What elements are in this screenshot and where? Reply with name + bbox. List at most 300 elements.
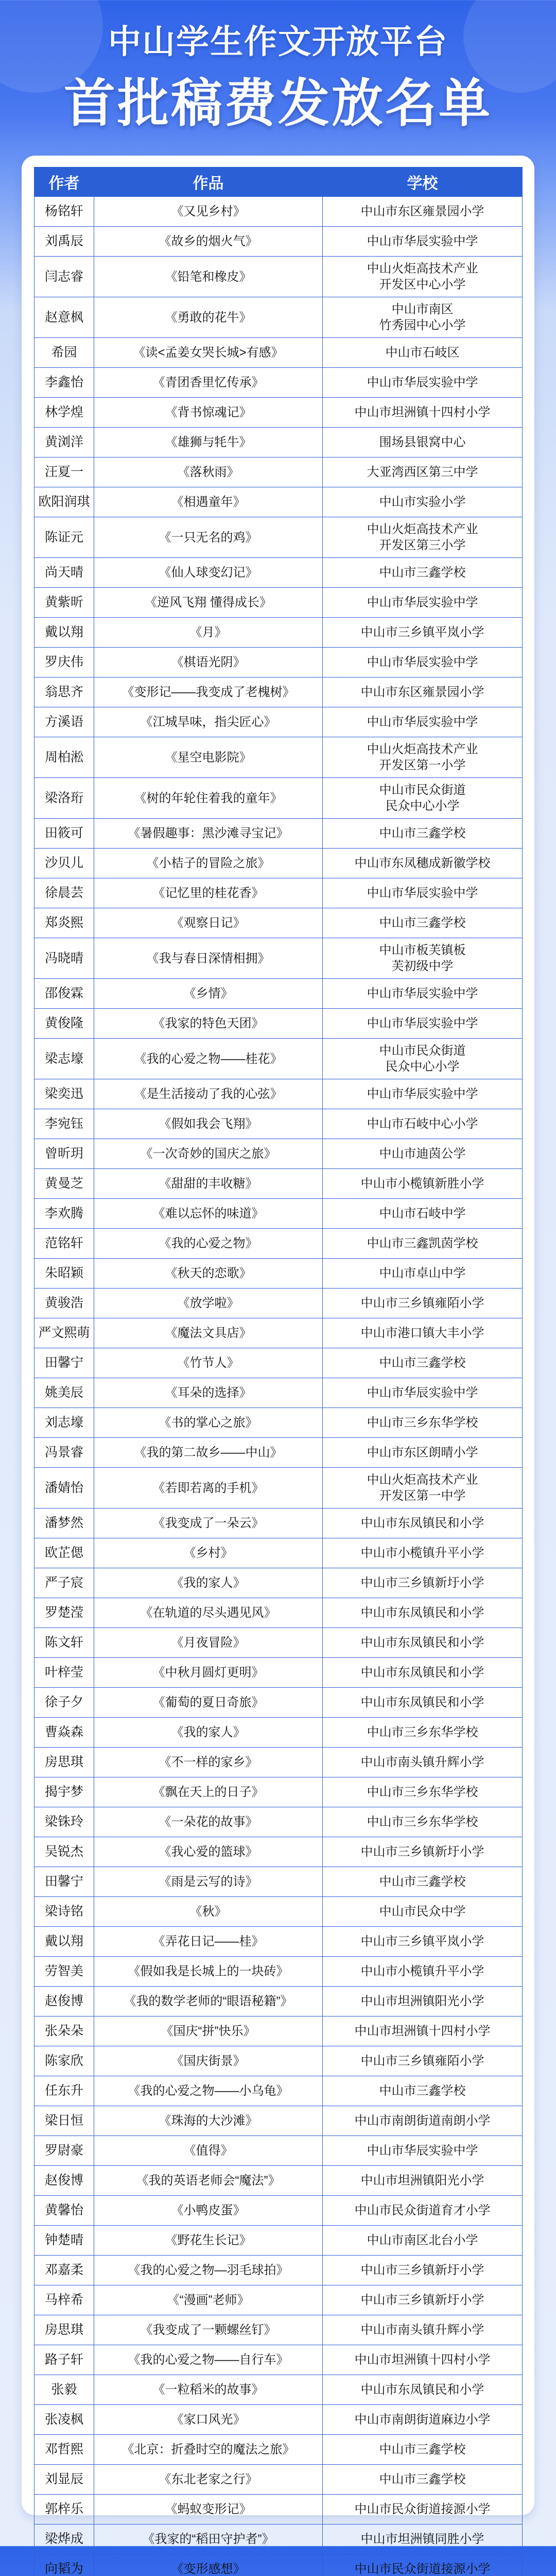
table-row: [34, 1867, 523, 1897]
school-cell: 中山市南朗街道麻边小学: [323, 2405, 523, 2435]
school-cell: 中山市民众街道接源小学: [323, 2495, 523, 2524]
author-cell: 刘显辰: [34, 2465, 94, 2495]
table-row: [34, 2465, 523, 2495]
author-cell: 房思琪: [34, 1748, 94, 1777]
table-row: [34, 878, 523, 908]
work-cell: 《我的第二故乡——中山》: [94, 1438, 323, 1468]
table-row: [34, 1009, 523, 1039]
table-row: [34, 707, 523, 737]
school-cell: 中山市三乡镇新圩小学: [323, 2256, 523, 2285]
table-row: [34, 1837, 523, 1867]
author-cell: 赵意枫: [34, 297, 94, 338]
author-cell: 黄俊隆: [34, 1009, 94, 1039]
work-cell: 《我的家人》: [94, 1718, 323, 1748]
school-cell: 中山市石岐中学: [323, 1199, 523, 1229]
author-cell: 路子轩: [34, 2345, 94, 2375]
school-cell: 中山市东区雍景园小学: [323, 197, 523, 227]
table-row: [34, 368, 523, 398]
table-row: [34, 2256, 523, 2285]
author-cell: 李宛钰: [34, 1109, 94, 1139]
column-header-school: 学校: [323, 167, 523, 197]
author-cell: 张毅: [34, 2375, 94, 2405]
school-cell: 中山市三乡东华学校: [323, 1408, 523, 1438]
table-row: [34, 819, 523, 849]
school-cell: 中山市三鑫学校: [323, 1867, 523, 1897]
school-cell: 中山市三乡镇新圩小学: [323, 2285, 523, 2315]
school-cell: 中山市三乡镇平岚小学: [323, 618, 523, 648]
school-cell: 中山市华辰实验中学: [323, 1079, 523, 1109]
work-cell: 《乡村》: [94, 1538, 323, 1568]
table-row: [34, 398, 523, 428]
school-cell: 中山市坦洲镇阳光小学: [323, 2166, 523, 2196]
school-cell: 中山市民众街道 民众中心小学: [323, 778, 523, 819]
author-cell: 黄曼芝: [34, 1169, 94, 1199]
author-cell: 钟楚晴: [34, 2226, 94, 2256]
author-cell: 郭梓乐: [34, 2495, 94, 2524]
school-cell: 中山市小榄镇升平小学: [323, 1957, 523, 1987]
school-cell: 中山市民众街道接源小学: [323, 2554, 523, 2576]
work-cell: 《我的家人》: [94, 1568, 323, 1598]
author-cell: 田馨宁: [34, 1348, 94, 1378]
work-cell: 《我变成了一朵云》: [94, 1509, 323, 1538]
school-cell: 中山市东凤穗成新徽学校: [323, 849, 523, 878]
work-cell: 《“漫画”老师》: [94, 2285, 323, 2315]
table-row: [34, 1987, 523, 2016]
author-cell: 汪夏一: [34, 457, 94, 487]
table-row: [34, 1777, 523, 1807]
work-cell: 《不一样的家乡》: [94, 1748, 323, 1777]
author-cell: 闫志睿: [34, 257, 94, 297]
table-row: [34, 457, 523, 487]
table-row: [34, 517, 523, 558]
work-cell: 《在轨道的尽头遇见风》: [94, 1598, 323, 1628]
table-row: [34, 487, 523, 517]
table-row: [34, 1378, 523, 1408]
author-cell: 严文熙萌: [34, 1318, 94, 1348]
author-cell: 罗楚滢: [34, 1598, 94, 1628]
work-cell: 《魔法文具店》: [94, 1318, 323, 1348]
author-cell: 邓哲熙: [34, 2435, 94, 2465]
work-cell: 《铅笔和橡皮》: [94, 257, 323, 297]
table-row: [34, 558, 523, 588]
school-cell: 中山市南区 竹秀园中心小学: [323, 297, 523, 338]
work-cell: 《假如我会飞翔》: [94, 1109, 323, 1139]
work-cell: 《蚂蚁变形记》: [94, 2495, 323, 2524]
author-cell: 李欢腾: [34, 1199, 94, 1229]
author-cell: 潘婧怡: [34, 1468, 94, 1509]
table-row: [34, 1199, 523, 1229]
author-cell: 尚天晴: [34, 558, 94, 588]
table-row: [34, 1438, 523, 1468]
school-cell: 中山市卓山中学: [323, 1259, 523, 1289]
school-cell: 中山市三乡镇雍陌小学: [323, 2046, 523, 2076]
author-cell: 周柏淞: [34, 737, 94, 778]
school-cell: 中山市三乡东华学校: [323, 1807, 523, 1837]
work-cell: 《竹节人》: [94, 1348, 323, 1378]
school-cell: 中山市东凤镇民和小学: [323, 1598, 523, 1628]
school-cell: 中山火炬高技术产业 开发区中心小学: [323, 257, 523, 297]
table-row: [34, 1807, 523, 1837]
table-row: [34, 297, 523, 338]
table-row: [34, 1348, 523, 1378]
author-cell: 李鑫怡: [34, 368, 94, 398]
table-row: [34, 2166, 523, 2196]
work-cell: 《逆风飞翔 懂得成长》: [94, 588, 323, 618]
table-row: [34, 1259, 523, 1289]
school-cell: 中山市东凤镇民和小学: [323, 1658, 523, 1688]
table-row: [34, 1748, 523, 1777]
school-cell: 中山火炬高技术产业 开发区第三小学: [323, 517, 523, 558]
work-cell: 《书的掌心之旅》: [94, 1408, 323, 1438]
work-cell: 《小鸭皮蛋》: [94, 2196, 323, 2226]
work-cell: 《我变成了一颗螺丝钉》: [94, 2315, 323, 2345]
school-cell: 中山市华辰实验中学: [323, 648, 523, 677]
table-row: [34, 1957, 523, 1987]
author-cell: 黄馨怡: [34, 2196, 94, 2226]
author-cell: 杨铭轩: [34, 197, 94, 227]
school-cell: 中山市南朗街道南朗小学: [323, 2106, 523, 2136]
table-row: [34, 2524, 523, 2554]
work-cell: 《我的英语老师会“魔法”》: [94, 2166, 323, 2196]
table-row: [34, 1688, 523, 1718]
author-cell: 冯景睿: [34, 1438, 94, 1468]
table-row: [34, 2285, 523, 2315]
author-cell: 罗尉豪: [34, 2136, 94, 2166]
author-cell: 戴以翔: [34, 1927, 94, 1957]
work-cell: 《飘在天上的日子》: [94, 1777, 323, 1807]
table-row: [34, 1718, 523, 1748]
author-cell: 梁日恒: [34, 2106, 94, 2136]
author-cell: 赵俊博: [34, 1987, 94, 2016]
table-row: [34, 2554, 523, 2576]
table-row: [34, 1658, 523, 1688]
school-cell: 中山市三鑫学校: [323, 2465, 523, 2495]
work-cell: 《仙人球变幻记》: [94, 558, 323, 588]
table-row: [34, 2435, 523, 2465]
work-cell: 《弄花日记——桂》: [94, 1927, 323, 1957]
author-cell: 黄骏浩: [34, 1289, 94, 1318]
work-cell: 《国庆街景》: [94, 2046, 323, 2076]
author-cell: 希园: [34, 338, 94, 368]
table-row: [34, 2405, 523, 2435]
author-cell: 马梓希: [34, 2285, 94, 2315]
work-cell: 《相遇童年》: [94, 487, 323, 517]
table-row: [34, 428, 523, 457]
school-cell: 围场县银窝中心: [323, 428, 523, 457]
table-row: [34, 677, 523, 707]
author-cell: 陈文轩: [34, 1628, 94, 1658]
table-row: [34, 2196, 523, 2226]
author-cell: 田筱可: [34, 819, 94, 849]
work-cell: 《家口风光》: [94, 2405, 323, 2435]
work-cell: 《我家的“稻田守护者”》: [94, 2524, 323, 2554]
school-cell: 中山市东凤镇民和小学: [323, 1509, 523, 1538]
work-cell: 《又见乡村》: [94, 197, 323, 227]
author-cell: 赵俊博: [34, 2166, 94, 2196]
school-cell: 中山市三鑫学校: [323, 558, 523, 588]
author-cell: 沙贝儿: [34, 849, 94, 878]
school-cell: 中山市华辰实验中学: [323, 979, 523, 1009]
author-cell: 方溪语: [34, 707, 94, 737]
page-header: [0, 0, 556, 155]
school-cell: 中山市东凤镇民和小学: [323, 1628, 523, 1658]
school-cell: 中山市华辰实验中学: [323, 368, 523, 398]
table-row: [34, 257, 523, 297]
column-header-work: 作品: [94, 167, 323, 197]
table-row: [34, 1039, 523, 1079]
work-cell: 《我的心爱之物—羽毛球拍》: [94, 2256, 323, 2285]
author-cell: 曾昕玥: [34, 1139, 94, 1169]
work-cell: 《珠海的大沙滩》: [94, 2106, 323, 2136]
work-cell: 《树的年轮住着我的童年》: [94, 778, 323, 819]
author-cell: 黄紫昕: [34, 588, 94, 618]
work-cell: 《我的心爱之物——自行车》: [94, 2345, 323, 2375]
work-cell: 《勇敢的花牛》: [94, 297, 323, 338]
table-row: [34, 1229, 523, 1259]
work-cell: 《我的心爱之物——小乌龟》: [94, 2076, 323, 2106]
table-row: [34, 2375, 523, 2405]
work-cell: 《我的心爱之物》: [94, 1229, 323, 1259]
work-cell: 《一只无名的鸡》: [94, 517, 323, 558]
work-cell: 《雨是云写的诗》: [94, 1867, 323, 1897]
school-cell: 中山市坦洲镇同胜小学: [323, 2524, 523, 2554]
table-row: [34, 2345, 523, 2375]
table-row: [34, 1598, 523, 1628]
school-cell: 中山市小榄镇升平小学: [323, 1538, 523, 1568]
work-cell: 《难以忘怀的味道》: [94, 1199, 323, 1229]
work-cell: 《棋语光阴》: [94, 648, 323, 677]
school-cell: 中山市三鑫学校: [323, 908, 523, 938]
work-cell: 《月夜冒险》: [94, 1628, 323, 1658]
work-cell: 《变形记——我变成了老槐树》: [94, 677, 323, 707]
table-row: [34, 2315, 523, 2345]
table-row: [34, 648, 523, 677]
table-row: [34, 849, 523, 878]
work-cell: 《变形感想》: [94, 2554, 323, 2576]
table-row: [34, 1289, 523, 1318]
table-row: [34, 2106, 523, 2136]
work-cell: 《中秋月圆灯更明》: [94, 1658, 323, 1688]
school-cell: 中山市三乡镇平岚小学: [323, 1927, 523, 1957]
school-cell: 中山市南头镇升辉小学: [323, 2315, 523, 2345]
table-row: [34, 338, 523, 368]
author-cell: 姚美辰: [34, 1378, 94, 1408]
school-cell: 中山市东区朗晴小学: [323, 1438, 523, 1468]
school-cell: 中山市华辰实验中学: [323, 227, 523, 257]
work-cell: 《暑假趣事：黑沙滩寻宝记》: [94, 819, 323, 849]
school-cell: 中山市华辰实验中学: [323, 2136, 523, 2166]
table-row: [34, 1079, 523, 1109]
work-cell: 《读<孟姜女哭长城>有感》: [94, 338, 323, 368]
school-cell: 中山市实验小学: [323, 487, 523, 517]
school-cell: 中山市南头镇升辉小学: [323, 1748, 523, 1777]
work-cell: 《甜甜的丰收糖》: [94, 1169, 323, 1199]
work-cell: 《秋》: [94, 1897, 323, 1927]
author-cell: 梁奕迅: [34, 1079, 94, 1109]
school-cell: 中山市东凤镇民和小学: [323, 2375, 523, 2405]
work-cell: 《我的心爱之物——桂花》: [94, 1039, 323, 1079]
work-cell: 《一粒稻米的故事》: [94, 2375, 323, 2405]
work-cell: 《乡情》: [94, 979, 323, 1009]
work-cell: 《值得》: [94, 2136, 323, 2166]
author-cell: 任东升: [34, 2076, 94, 2106]
table-row: [34, 1538, 523, 1568]
table-row: [34, 979, 523, 1009]
work-cell: 《背书惊魂记》: [94, 398, 323, 428]
school-cell: 中山市民众中学: [323, 1897, 523, 1927]
work-cell: 《是生活接动了我的心弦》: [94, 1079, 323, 1109]
payment-table: [34, 167, 523, 2576]
school-cell: 中山市三乡东华学校: [323, 1777, 523, 1807]
school-cell: 中山市华辰实验中学: [323, 707, 523, 737]
school-cell: 中山市华辰实验中学: [323, 1009, 523, 1039]
work-cell: 《东北老家之行》: [94, 2465, 323, 2495]
table-row: [34, 1139, 523, 1169]
author-cell: 戴以翔: [34, 618, 94, 648]
table-row: [34, 1568, 523, 1598]
work-cell: 《国庆“拼”快乐》: [94, 2016, 323, 2046]
school-cell: 中山市三乡东华学校: [323, 1718, 523, 1748]
school-cell: 中山市华辰实验中学: [323, 878, 523, 908]
author-cell: 梁洛珩: [34, 778, 94, 819]
work-cell: 《观察日记》: [94, 908, 323, 938]
table-row: [34, 2226, 523, 2256]
school-cell: 中山火炬高技术产业 开发区第一中学: [323, 1468, 523, 1509]
table-row: [34, 618, 523, 648]
author-cell: 朱昭颖: [34, 1259, 94, 1289]
school-cell: 中山市小榄镇新胜小学: [323, 1169, 523, 1199]
school-cell: 中山市坦洲镇十四村小学: [323, 2016, 523, 2046]
school-cell: 中山市华辰实验中学: [323, 1378, 523, 1408]
school-cell: 中山市民众街道育才小学: [323, 2196, 523, 2226]
author-cell: 林学煌: [34, 398, 94, 428]
table-header-row: [34, 167, 523, 197]
table-row: [34, 778, 523, 819]
school-cell: 中山市华辰实验中学: [323, 588, 523, 618]
table-row: [34, 1468, 523, 1509]
school-cell: 中山市三乡镇雍陌小学: [323, 1289, 523, 1318]
school-cell: 中山市坦洲镇十四村小学: [323, 398, 523, 428]
work-cell: 《落秋雨》: [94, 457, 323, 487]
school-cell: 中山市三乡镇新圩小学: [323, 1568, 523, 1598]
table-row: [34, 1897, 523, 1927]
table-row: [34, 2016, 523, 2046]
author-cell: 欧阳润琪: [34, 487, 94, 517]
author-cell: 郑炎熙: [34, 908, 94, 938]
table-row: [34, 908, 523, 938]
school-cell: 中山市三鑫学校: [323, 2076, 523, 2106]
work-cell: 《一朵花的故事》: [94, 1807, 323, 1837]
work-cell: 《耳朵的选择》: [94, 1378, 323, 1408]
author-cell: 徐子夕: [34, 1688, 94, 1718]
author-cell: 张凌枫: [34, 2405, 94, 2435]
author-cell: 向韬为: [34, 2554, 94, 2576]
author-cell: 翁思齐: [34, 677, 94, 707]
author-cell: 叶梓莹: [34, 1658, 94, 1688]
table-row: [34, 1927, 523, 1957]
table-row: [34, 227, 523, 257]
author-cell: 揭宇梦: [34, 1777, 94, 1807]
table-row: [34, 2076, 523, 2106]
author-cell: 梁志壕: [34, 1039, 94, 1079]
work-cell: 《若即若离的手机》: [94, 1468, 323, 1509]
author-cell: 潘梦然: [34, 1509, 94, 1538]
author-cell: 黄浏洋: [34, 428, 94, 457]
page-title: 中山学生作文开放平台: [0, 15, 556, 63]
school-cell: 中山市南区北台小学: [323, 2226, 523, 2256]
author-cell: 陈证元: [34, 517, 94, 558]
work-cell: 《小桔子的冒险之旅》: [94, 849, 323, 878]
author-cell: 张朵朵: [34, 2016, 94, 2046]
table-row: [34, 2136, 523, 2166]
author-cell: 梁铢玲: [34, 1807, 94, 1837]
work-cell: 《野花生长记》: [94, 2226, 323, 2256]
work-cell: 《我家的特色天团》: [94, 1009, 323, 1039]
author-cell: 田馨宁: [34, 1867, 94, 1897]
table-row: [34, 938, 523, 979]
school-cell: 中山市三乡镇新圩小学: [323, 1837, 523, 1867]
school-cell: 中山市民众街道 民众中心小学: [323, 1039, 523, 1079]
author-cell: 欧芷偲: [34, 1538, 94, 1568]
table-row: [34, 2046, 523, 2076]
school-cell: 中山市三鑫学校: [323, 2435, 523, 2465]
table-row: [34, 588, 523, 618]
author-cell: 曹焱森: [34, 1718, 94, 1748]
author-cell: 严子宸: [34, 1568, 94, 1598]
table-row: [34, 1169, 523, 1199]
work-cell: 《一次奇妙的国庆之旅》: [94, 1139, 323, 1169]
work-cell: 《记忆里的桂花香》: [94, 878, 323, 908]
author-cell: 刘志壕: [34, 1408, 94, 1438]
author-cell: 邓嘉柔: [34, 2256, 94, 2285]
list-card: [22, 156, 534, 2515]
table-row: [34, 1628, 523, 1658]
author-cell: 邵俊霖: [34, 979, 94, 1009]
school-cell: 中山市石岐区: [323, 338, 523, 368]
table-row: [34, 197, 523, 227]
work-cell: 《青团香里忆传承》: [94, 368, 323, 398]
work-cell: 《假如我是长城上的一块砖》: [94, 1957, 323, 1987]
school-cell: 中山市坦洲镇十四村小学: [323, 2345, 523, 2375]
author-cell: 徐晨芸: [34, 878, 94, 908]
work-cell: 《我与春日深情相拥》: [94, 938, 323, 979]
work-cell: 《江城旱味，指尖匠心》: [94, 707, 323, 737]
author-cell: 陈家欣: [34, 2046, 94, 2076]
school-cell: 中山市石岐中心小学: [323, 1109, 523, 1139]
school-cell: 中山市港口镇大丰小学: [323, 1318, 523, 1348]
school-cell: 中山火炬高技术产业 开发区第一小学: [323, 737, 523, 778]
school-cell: 大亚湾西区第三中学: [323, 457, 523, 487]
work-cell: 《葡萄的夏日奇旅》: [94, 1688, 323, 1718]
page-subtitle: 首批稿费发放名单: [0, 62, 556, 136]
work-cell: 《秋天的恋歌》: [94, 1259, 323, 1289]
work-cell: 《我的数学老师的“眼语秘籍”》: [94, 1987, 323, 2016]
table-row: [34, 1318, 523, 1348]
author-cell: 刘禹辰: [34, 227, 94, 257]
work-cell: 《月》: [94, 618, 323, 648]
author-cell: 冯晓晴: [34, 938, 94, 979]
school-cell: 中山市东区雍景园小学: [323, 677, 523, 707]
author-cell: 吴锐杰: [34, 1837, 94, 1867]
table-row: [34, 2495, 523, 2524]
author-cell: 梁诗铭: [34, 1897, 94, 1927]
author-cell: 梁烨成: [34, 2524, 94, 2554]
work-cell: 《放学啦》: [94, 1289, 323, 1318]
work-cell: 《北京：折叠时空的魔法之旅》: [94, 2435, 323, 2465]
table-row: [34, 1509, 523, 1538]
school-cell: 中山市三鑫凯茵学校: [323, 1229, 523, 1259]
school-cell: 中山市东凤镇民和小学: [323, 1688, 523, 1718]
